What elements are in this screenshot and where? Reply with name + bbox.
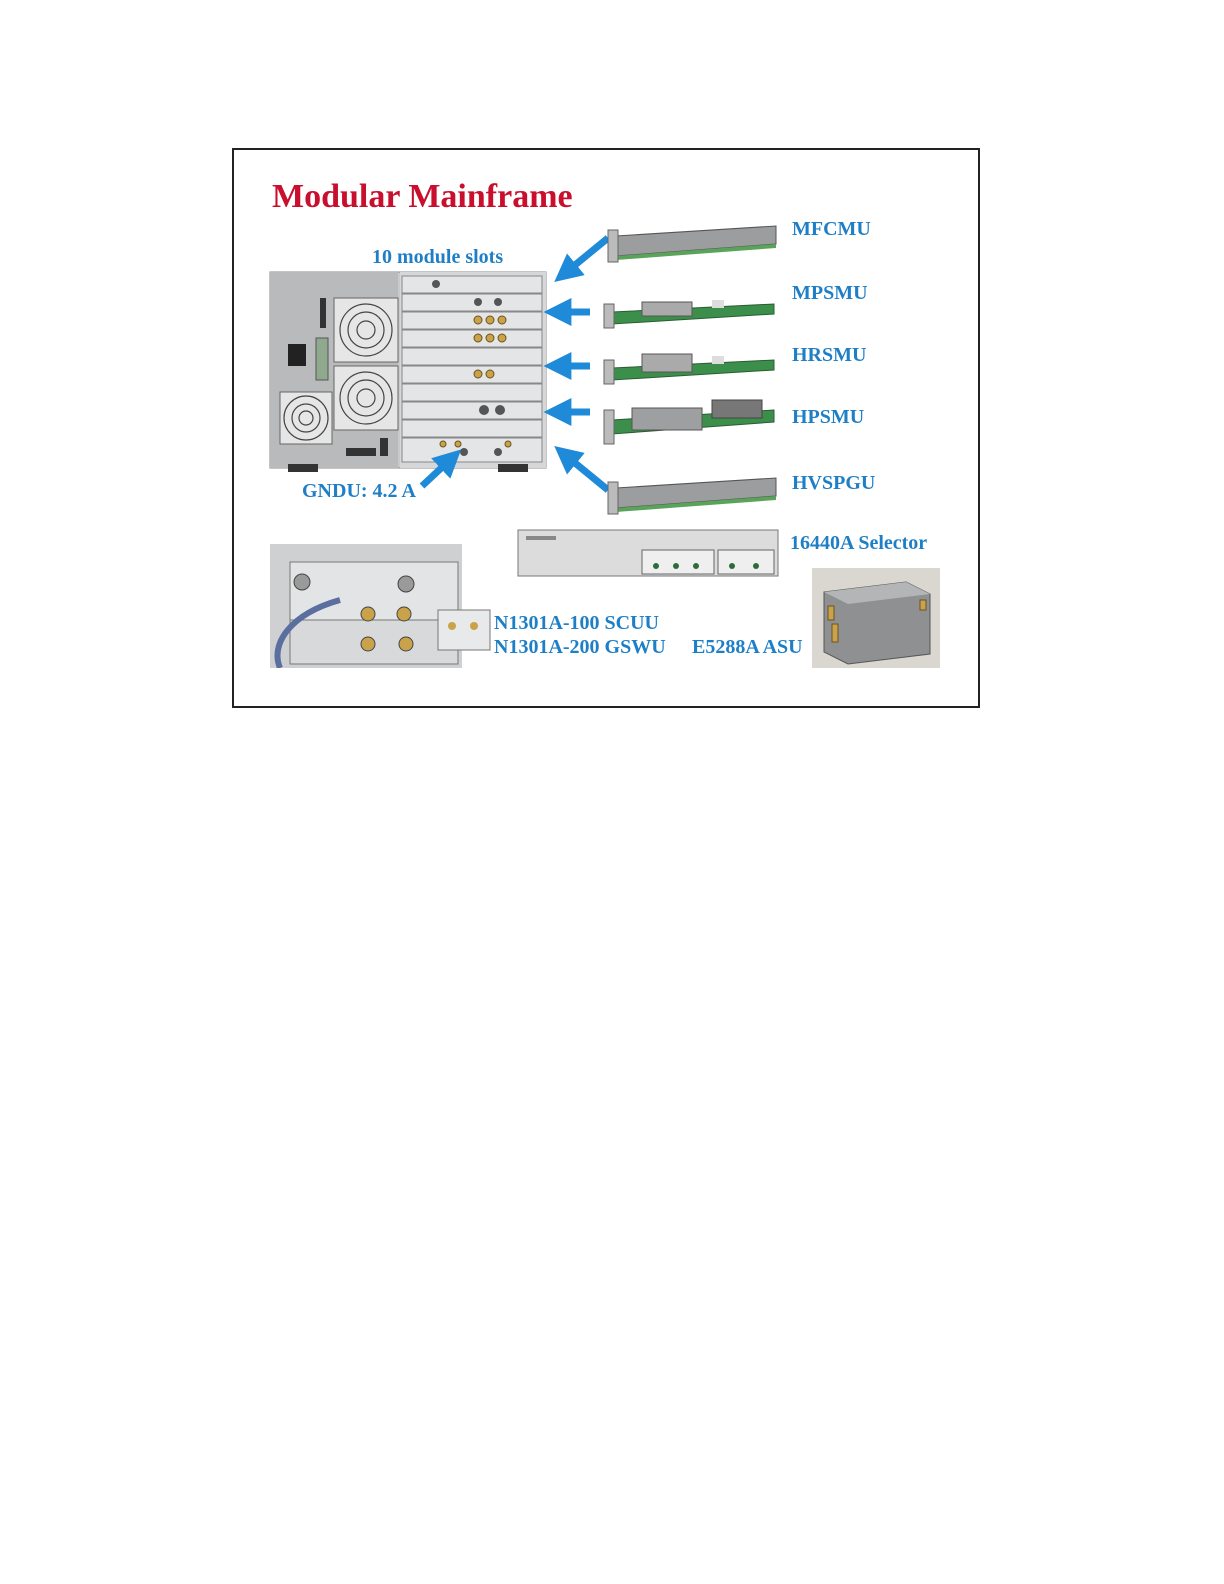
arrow-mfcmu	[564, 238, 608, 274]
diagram-title: Modular Mainframe	[272, 178, 573, 215]
module-label-mfcmu: MFCMU	[792, 218, 871, 240]
diagram-frame	[232, 148, 980, 708]
arrow-gndu	[422, 458, 452, 486]
selector-label: 16440A Selector	[790, 532, 928, 554]
module-label-hpsmu: HPSMU	[792, 406, 865, 428]
arrow-hvspgu	[564, 454, 608, 490]
module-label-hrsmu: HRSMU	[792, 344, 867, 366]
mfcmu-module-photo	[606, 216, 782, 266]
gndu-label: GNDU: 4.2 A	[302, 480, 416, 502]
hvspgu-module-photo	[606, 468, 782, 518]
asu-label: E5288A ASU	[692, 636, 803, 658]
hpsmu-module-photo	[602, 390, 782, 450]
module-label-mpsmu: MPSMU	[792, 282, 868, 304]
slots-label: 10 module slots	[372, 246, 504, 268]
module-label-hvspgu: HVSPGU	[792, 472, 876, 494]
asu-photo	[812, 568, 940, 668]
gswu-label: N1301A-200 GSWU	[494, 636, 666, 658]
scuu-label: N1301A-100 SCUU	[494, 612, 659, 634]
hrsmu-module-photo	[602, 346, 782, 386]
selector-photo	[516, 528, 780, 580]
scuu-gswu-photo	[270, 544, 492, 668]
mpsmu-module-photo	[602, 290, 782, 330]
